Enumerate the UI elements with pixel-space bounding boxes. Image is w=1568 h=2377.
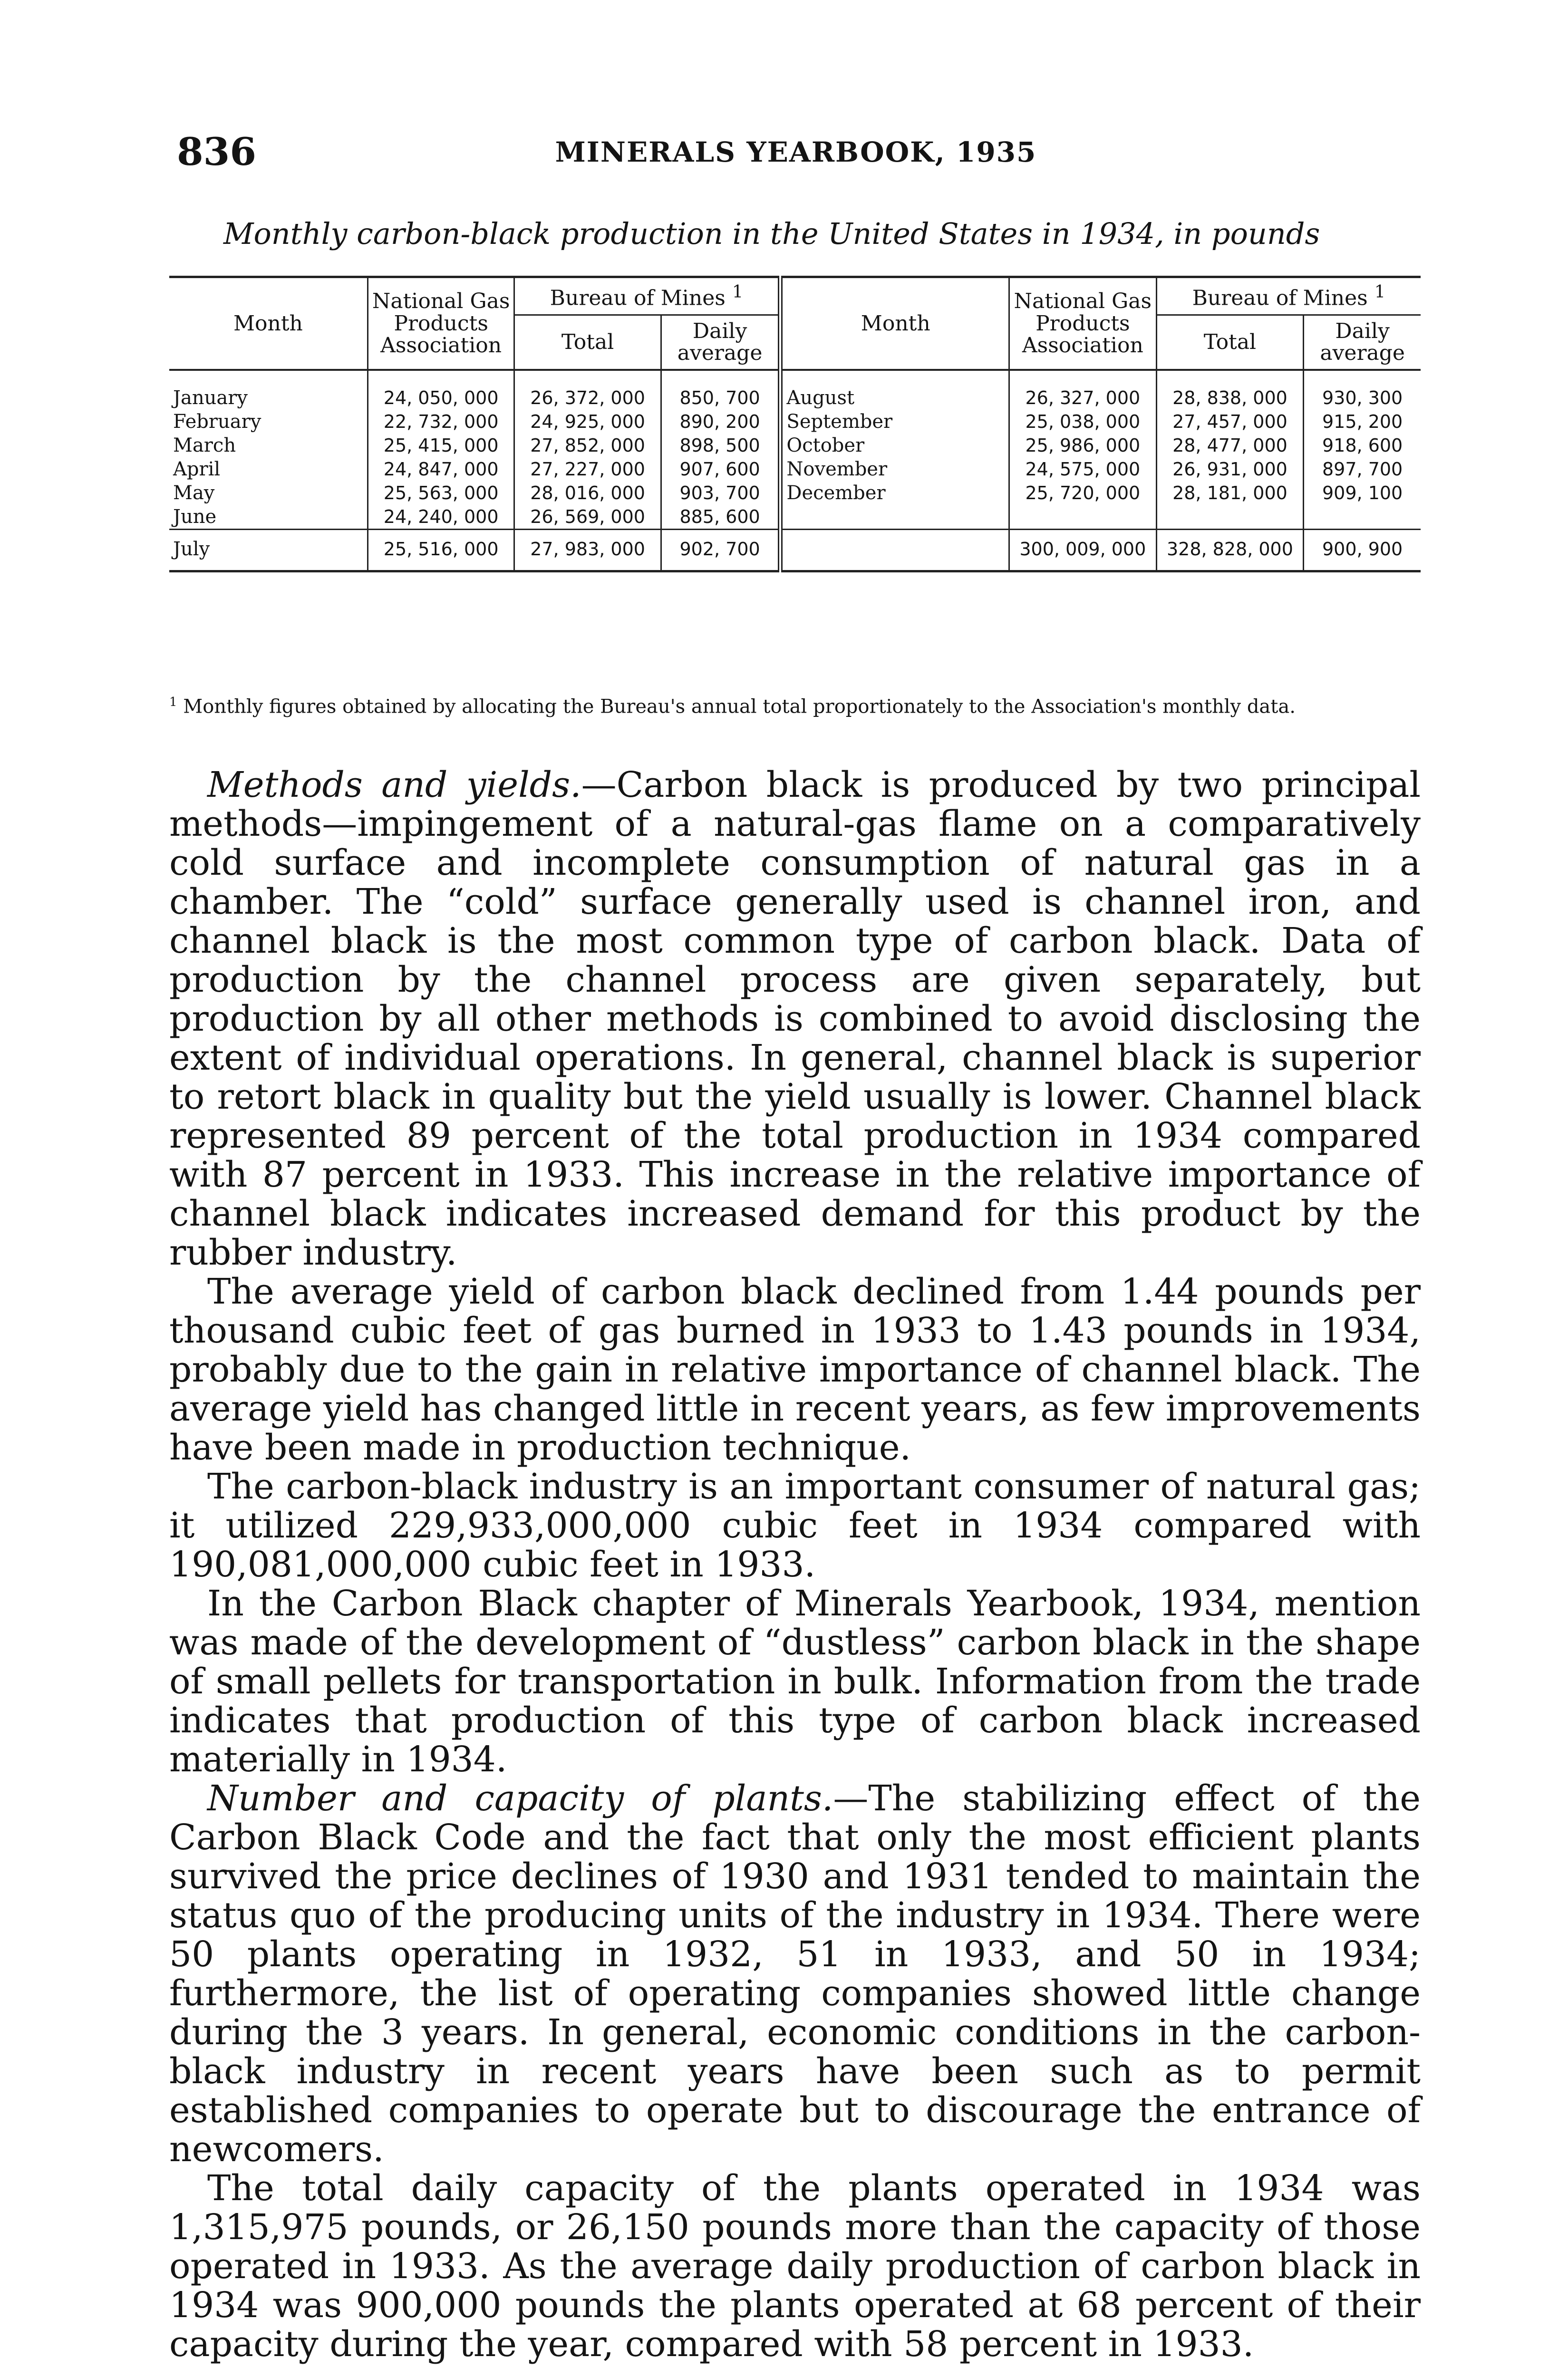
table-row: February 22, 732, 000 24, 925, 000 890, 200 September 25, 038, 000 27, 457, 000 915, 200 — [169, 410, 1421, 434]
paragraph-dustless: In the Carbon Black chapter of Minerals Yearbook, 1934, mention was made of the development of “dustless” carbon black in the shape of small pellets for transportation in bulk. Information from the trade indicates that production of this type of carbon black increased materially in 1934. — [169, 1583, 1421, 1780]
ngpa-header-right: National Gas Products Association — [1009, 277, 1157, 370]
production-table — [169, 276, 1421, 572]
table-row: April 24, 847, 000 27, 227, 000 907, 600 November 24, 575, 000 26, 931, 000 897, 700 — [169, 457, 1421, 481]
month-header-right: Month — [780, 277, 1009, 370]
total-ngpa: 300, 009, 000 — [1009, 530, 1157, 571]
table-row: January 24, 050, 000 26, 372, 000 850, 700 August 26, 327, 000 28, 838, 000 930, 300 — [169, 370, 1421, 410]
daily-header-left: Daily average — [661, 315, 780, 370]
page-header — [177, 129, 1415, 182]
paragraph-plants: Number and capacity of plants.—The stabilizing effect of the Carbon Black Code and the fact that only the most efficient plants survived the price declines of 1930 and 1931 tended to maintain the status quo of the producing units of the industry in 1934. There were 50 plants operating in 1932, 51 in 1933, and 50 in 1934; furthermore, the list of operating companies showed little change during the 3 years. In general, economic conditions in the carbon-black industry in recent years have been such as to permit established companies to operate but to discourage the entrance of newcomers. — [169, 1778, 1421, 2170]
total-header-right: Total — [1156, 315, 1304, 370]
paragraph-methods: Methods and yields.—Carbon black is produced by two principal methods—impingement of a natural-gas flame on a comparatively cold surface and incomplete consumption of natural gas in a chamber. The “cold” surface generally used is channel iron, and channel black is the most common type of carbon black. Data of production by the channel process are given separately, but production by all other methods is combined to avoid disclosing the extent of individual operations. In general, channel black is superior to retort black in quality but the yield usually is lower. Channel black represented 89 percent of the total production in 1934 compared with 87 percent in 1933. This increase in the relative importance of channel black indicates increased demand for this product by the rubber industry. — [169, 764, 1421, 1273]
section-title-plants: Number and capacity of plants. — [207, 1778, 833, 1819]
month-header-left: Month — [169, 277, 368, 370]
total-daily: 900, 900 — [1304, 530, 1421, 571]
total-header-left: Total — [514, 315, 661, 370]
table-row-total: July 25, 516, 000 27, 983, 000 902, 700 300, 009, 000 328, 828, 000 900, 900 — [169, 530, 1421, 571]
bom-header-right: Bureau of Mines $^1$ — [1156, 277, 1421, 315]
paragraph-gas: The carbon-black industry is an important consumer of natural gas; it utilized 229,933,000,000 cubic feet in 1934 compared with 190,081,000,000 cubic feet in 1933. — [169, 1466, 1421, 1585]
table-caption: Monthly carbon-black production in the United States in 1934, in pounds — [223, 216, 1320, 251]
table-row: May 25, 563, 000 28, 016, 000 903, 700 December 25, 720, 000 28, 181, 000 909, 100 — [169, 481, 1421, 505]
ngpa-header-left: National Gas Products Association — [368, 277, 514, 370]
section-title-methods: Methods and yields. — [207, 764, 581, 805]
page-number: 836 — [177, 129, 256, 174]
total-bom: 328, 828, 000 — [1156, 530, 1304, 571]
paragraph-yield: The average yield of carbon black declined from 1.44 pounds per thousand cubic feet of gas burned in 1933 to 1.43 pounds in 1934, probably due to the gain in relative importance of channel black. The average yield has changed little in recent years, as few improvements have been made in production technique. — [169, 1271, 1421, 1468]
table-footnote: $^1$ Monthly figures obtained by allocating the Bureau's annual total proportionately to the Association's monthly data. — [169, 695, 1296, 718]
body-text — [169, 765, 1421, 2364]
running-title: MINERALS YEARBOOK, 1935 — [555, 136, 1037, 168]
table-row: June 24, 240, 000 26, 569, 000 885, 600 — [169, 505, 1421, 530]
daily-header-right: Daily average — [1304, 315, 1421, 370]
paragraph-capacity: The total daily capacity of the plants operated in 1934 was 1,315,975 pounds, or 26,150 pounds more than the capacity of those operated in 1933. As the average daily production of carbon black in 1934 was 900,000 pounds the plants operated at 68 percent of their capacity during the year, compared with 58 percent in 1933. — [169, 2168, 1421, 2365]
bom-header-left: Bureau of Mines $^1$ — [514, 277, 781, 315]
table-row: March 25, 415, 000 27, 852, 000 898, 500 October 25, 986, 000 28, 477, 000 918, 600 — [169, 434, 1421, 457]
